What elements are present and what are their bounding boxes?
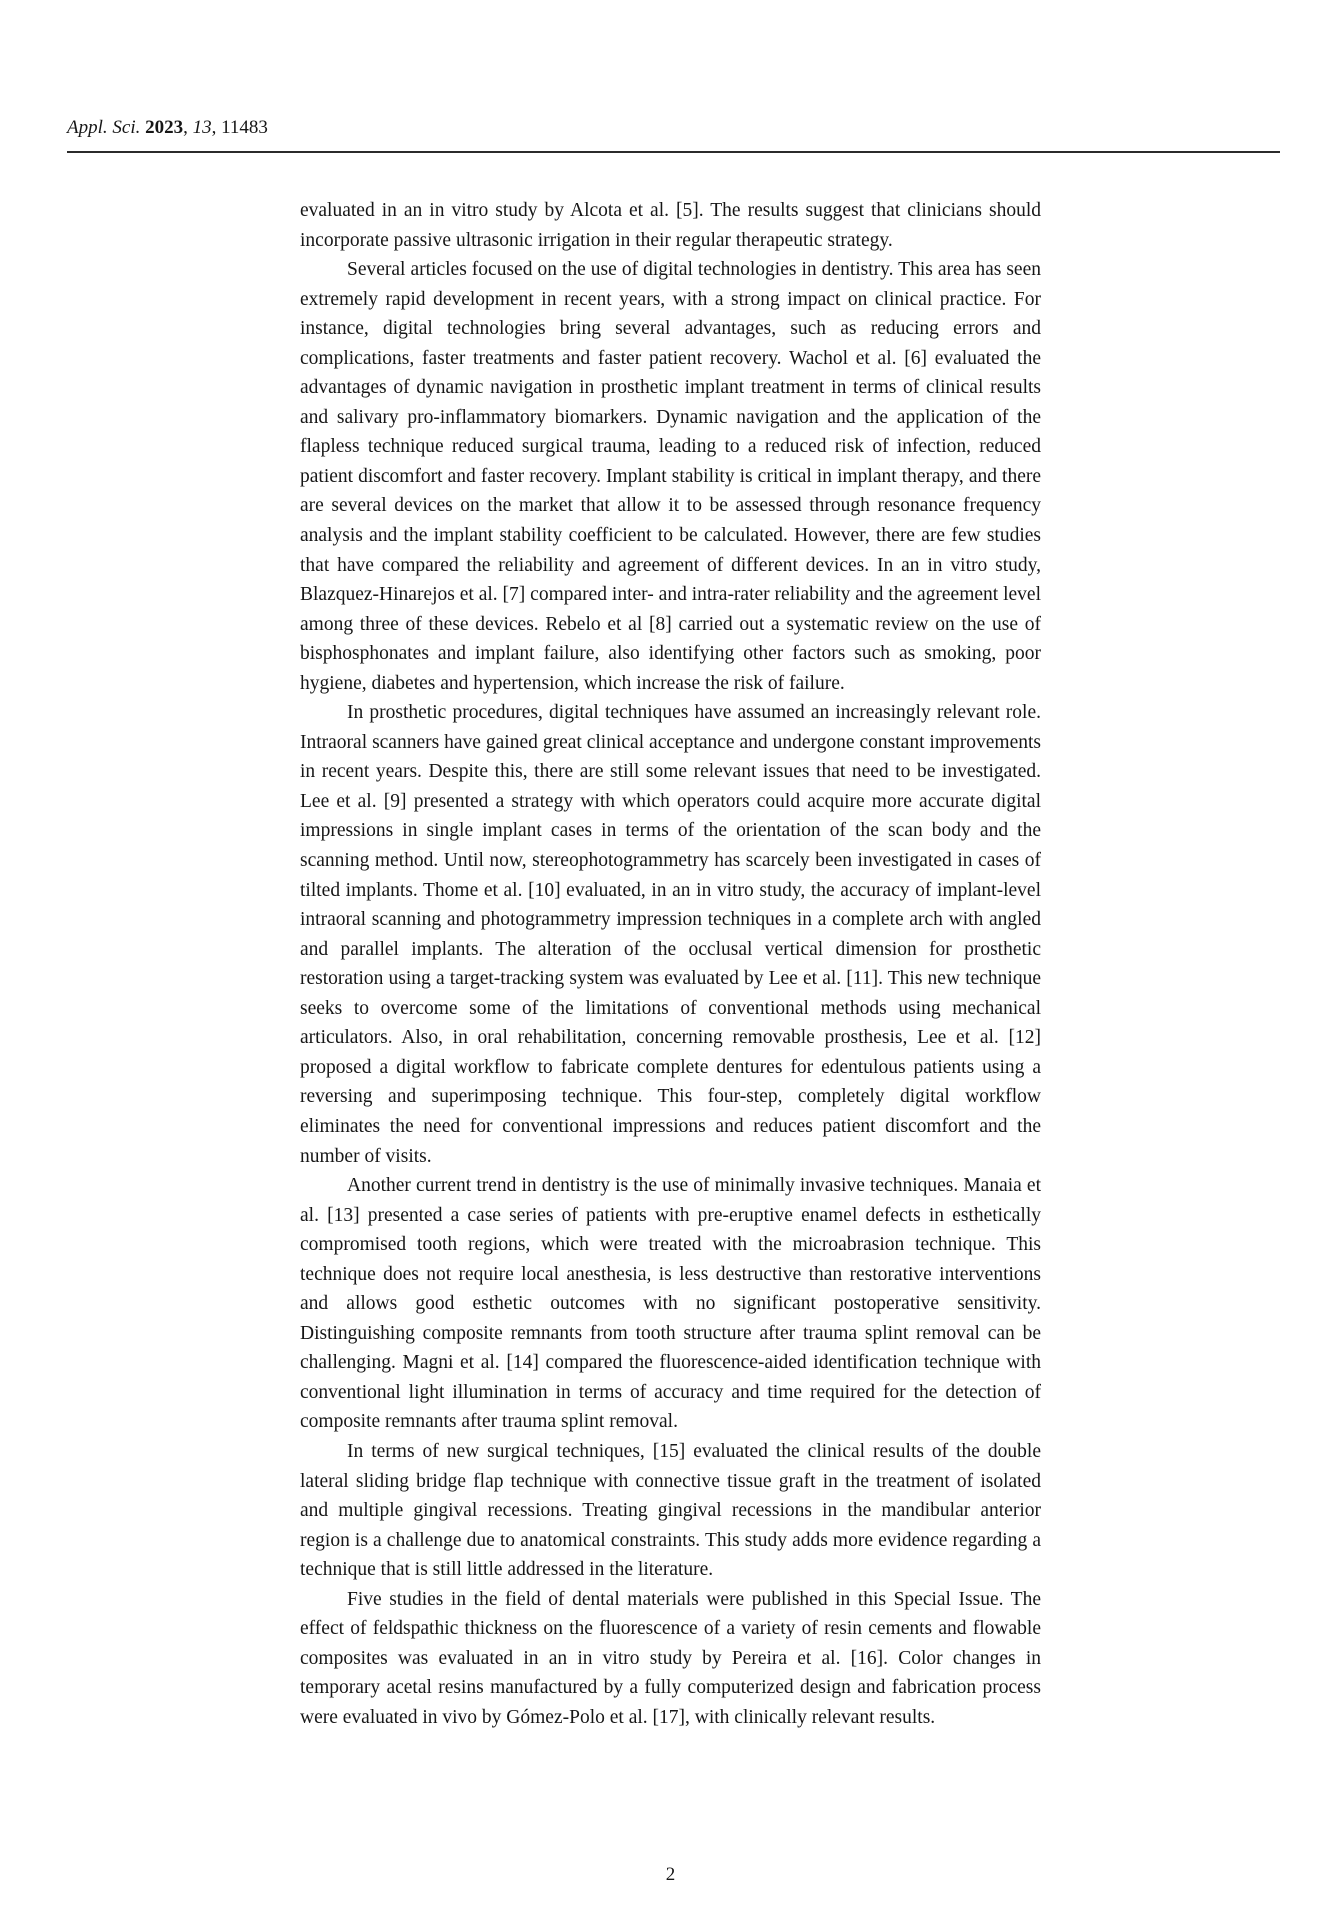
paragraph-1: evaluated in an in vitro study by Alcota et al. [5]. The results suggest that clinicians should incorporate passive ultrasonic irrigation in their regular therapeutic strategy. bbox=[300, 200, 1041, 251]
paragraph-2: Several articles focused on the use of digital technologies in dentistry. This area has seen extremely rapid development in recent years, with a strong impact on clinical practice. For instance, digital technologies bring several advantages, such as reducing errors and complications, faster treatments and faster patient recovery. Wachol et al. [6] evaluated the advantages of dynamic navigation in prosthetic implant treatment in terms of clinical results and salivary pro-inflammatory biomarkers. Dynamic navigation and the application of the flapless technique reduced surgical trauma, leading to a reduced risk of infection, reduced patient discomfort and faster recovery. Implant stability is critical in implant therapy, and there are several devices on the market that allow it to be assessed through resonance frequency analysis and the implant stability coefficient to be calculated. However, there are few studies that have compared the reliability and agreement of different devices. In an in vitro study, Blazquez-Hinarejos et al. [7] compared inter- and intra-rater reliability and the agreement level among three of these devices. Rebelo et al [8] carried out a systematic review on the use of bisphosphonates and implant failure, also identifying other factors such as smoking, poor hygiene, diabetes and hypertension, which increase the risk of failure. bbox=[300, 259, 1041, 694]
paragraph-3: In prosthetic procedures, digital techniques have assumed an increasingly relevant role. Intraoral scanners have gained great clinical acceptance and undergone constant improvements in recent years. Despite this, there are still some relevant issues that need to be investigated. Lee et al. [9] presented a strategy with which operators could acquire more accurate digital impressions in single implant cases in terms of the orientation of the scan body and the scanning method. Until now, stereophotogrammetry has scarcely been investigated in cases of tilted implants. Thome et al. [10] evaluated, in an in vitro study, the accuracy of implant-level intraoral scanning and photogrammetry impression techniques in a complete arch with angled and parallel implants. The alteration of the occlusal vertical dimension for prosthetic restoration using a target-tracking system was evaluated by Lee et al. [11]. This new technique seeks to overcome some of the limitations of conventional methods using mechanical articulators. Also, in oral rehabilitation, concerning removable prosthesis, Lee et al. [12] proposed a digital workflow to fabricate complete dentures for edentulous patients using a reversing and superimposing technique. This four-step, completely digital workflow eliminates the need for conventional impressions and reduces patient discomfort and the number of visits. bbox=[300, 702, 1041, 1167]
running-head-separator: , bbox=[211, 117, 222, 138]
header-rule bbox=[67, 151, 1280, 153]
article-body bbox=[300, 196, 1041, 1732]
pub-year: 2023 bbox=[145, 117, 184, 138]
volume-number: 13 bbox=[192, 117, 212, 138]
page-number: 2 bbox=[665, 1864, 676, 1885]
paragraph-5: In terms of new surgical techniques, [15] evaluated the clinical results of the double lateral sliding bridge flap technique with connective tissue graft in the treatment of isolated and multiple gingival recessions. Treating gingival recessions in the mandibular anterior region is a challenge due to anatomical constraints. This study adds more evidence regarding a technique that is still little addressed in the literature. bbox=[300, 1440, 1041, 1581]
running-head bbox=[67, 116, 268, 140]
paragraph-6: Five studies in the field of dental materials were published in this Special Issue. The effect of feldspathic thickness on the fluorescence of a variety of resin cements and flowable composites was evaluated in an in vitro study by Pereira et al. [16]. Color changes in temporary acetal resins manufactured by a fully computerized design and fabrication process were evaluated in vivo by Gómez-Polo et al. [17], with clinically relevant results. bbox=[300, 1588, 1041, 1728]
journal-abbrev: Appl. Sci. bbox=[67, 117, 141, 138]
running-head-separator: , bbox=[183, 117, 193, 138]
paragraph-4: Another current trend in dentistry is the use of minimally invasive techniques. Manaia et al. [13] presented a case series of patients with pre-eruptive enamel defects in esthetically compromised tooth regions, which were treated with the microabrasion technique. This technique does not require local anesthesia, is less destructive than restorative interventions and allows good esthetic outcomes with no significant postoperative sensitivity. Distinguishing composite remnants from tooth structure after trauma splint removal can be challenging. Magni et al. [14] compared the fluorescence-aided identification technique with conventional light illumination in terms of accuracy and time required for the detection of composite remnants after trauma splint removal. bbox=[300, 1175, 1041, 1433]
article-number: 11483 bbox=[221, 117, 268, 138]
